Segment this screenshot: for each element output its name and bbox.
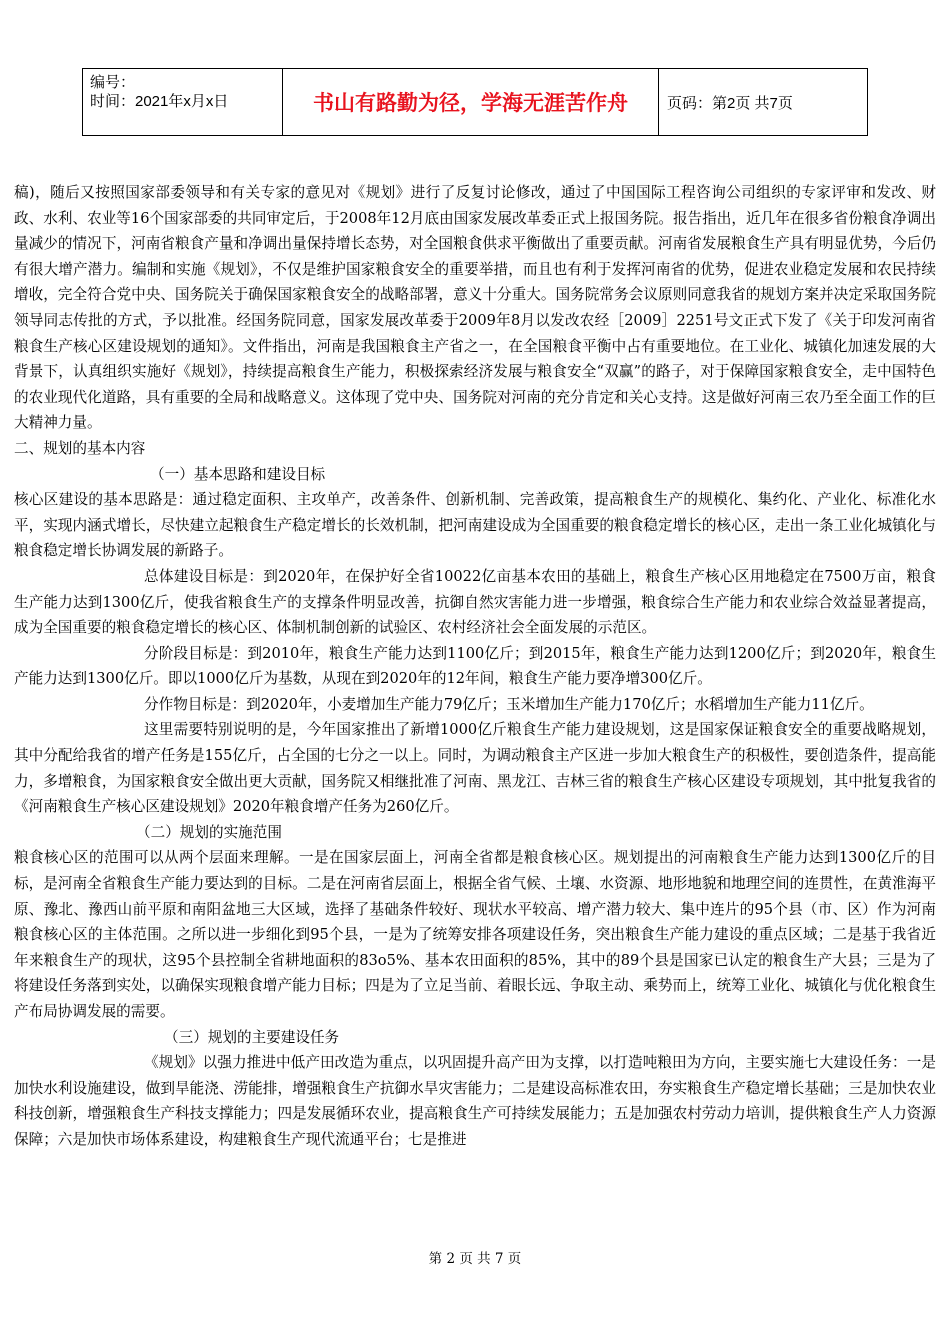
paragraph-phase-goals: 分阶段目标是：到2010年，粮食生产能力达到1100亿斤；到2015年，粮食生产能力达到1200亿斤；到2020年，粮食生产能力达到1300亿斤。即以1000亿斤为基数，从现在到2020年的12年间，粮食生产能力要净增300亿斤。 [14,644,936,688]
document-time-label: 时间：2021年x月x日 [90,93,229,110]
subheading-ideas-and-goals: （一）基本思路和建设目标 [150,465,326,483]
paragraph-overall-goal: 总体建设目标是：到2020年，在保护好全省10022亿亩基本农田的基础上，粮食生产核心区用地稳定在7500万亩，粮食生产能力达到1300亿斤，使我省粮食生产的支撑条件明显改善，抗御自然灾害能力进一步增强，粮食综合生产能力和农业综合效益显著提高，成为全国重要的粮食稳定增长的核心区、体制机制创新的试验区、农村经济社会全面发展的示范区。 [14,567,936,637]
document-body [14,180,936,1153]
paragraph-scope: 粮食核心区的范围可以从两个层面来理解。一是在国家层面上，河南全省都是粮食核心区。规划提出的河南粮食生产能力达到1300亿斤的目标，是河南全省粮食生产能力要达到的目标。二是在河南省层面上，根据全省气候、土壤、水资源、地形地貌和地理空间的连贯性，在黄淮海平原、豫北、豫西山前平原和南阳盆地三大区域，选择了基础条件较好、现状水平较高、增产潜力较大、集中连片的95个县（市、区）作为河南粮食核心区的主体范围。之所以进一步细化到95个县，一是为了统筹安排各项建设任务，突出粮食生产能力建设的重点区域；二是基于我省近年来粮食生产的现状，这95个县控制全省耕地面积的83o5%、基本农田面积的85%，其中的89个县是国家已认定的粮食生产大县；三是为了将建设任务落到实处，以确保实现粮食增产能力目标；四是为了立足当前、着眼长远、争取主动、乘势而上，统筹工业化、城镇化与优化粮食生产布局协调发展的需要。 [14,849,936,1020]
subheading-implementation-scope: （二）规划的实施范围 [136,823,282,841]
paragraph-basic-ideas: 核心区建设的基本思路是：通过稳定面积、主攻单产，改善条件、创新机制、完善政策，提高粮食生产的规模化、集约化、产业化、标准化水平，实现内涵式增长，尽快建立起粮食生产稳定增长的长效机制，把河南建设成为全国重要的粮食稳定增长的核心区，走出一条工业化城镇化与粮食稳定增长协调发展的新路子。 [14,491,936,560]
page-footer: 第 2 页 共 7 页 [428,1251,522,1267]
header-motto: 书山有路勤为径，学海无涯苦作舟 [283,69,659,135]
page-header [82,68,868,136]
paragraph-main-tasks: 《规划》以强力推进中低产田改造为重点，以巩固提升高产田为支撑，以打造吨粮田为方向，主要实施七大建设任务：一是加快水利设施建设，做到旱能浇、涝能排，增强粮食生产抗御水旱灾害能力；二是建设高标准农田，夯实粮食生产稳定增长基础；三是加快农业科技创新，增强粮食生产科技支撑能力；四是发展循环农业，提高粮食生产可持续发展能力；五是加强农村劳动力培训，提供粮食生产人力资源保障；六是加快市场体系建设，构建粮食生产现代流通平台；七是推进 [14,1054,936,1148]
section-heading-basic-content: 二、规划的基本内容 [14,439,146,457]
paragraph-crop-goals: 分作物目标是：到2020年，小麦增加生产能力79亿斤；玉米增加生产能力170亿斤；水稻增加生产能力11亿斤。 [144,695,874,713]
document-number-label: 编号： [90,74,136,91]
paragraph-approval-history: 稿)，随后又按照国家部委领导和有关专家的意见对《规划》进行了反复讨论修改，通过了中国国际工程咨询公司组织的专家评审和发改、财政、水利、农业等16个国家部委的共同审定后，于2008年12月底由国家发展改革委正式上报国务院。报告指出，近几年在很多省份粮食净调出量减少的情况下，河南省粮食产量和净调出量保持增长态势，对全国粮食供求平衡做出了重要贡献。河南省发展粮食生产具有明显优势，今后仍有很大增产潜力。编制和实施《规划》，不仅是维护国家粮食安全的重要举措，而且也有利于发挥河南省的优势，促进农业稳定发展和农民持续增收，完全符合党中央、国务院关于确保国家粮食安全的战略部署，意义十分重大。国务院常务会议原则同意我省的规划方案并决定采取国务院领导同志传批的方式，予以批准。经国务院同意，国家发展改革委于2009年8月以发改农经［2009］2251号文正式下发了《关于印发河南省粮食生产核心区建设规划的通知》。文件指出，河南是我国粮食主产省之一，在全国粮食平衡中占有重要地位。在工业化、城镇化加速发展的大背景下，认真组织实施好《规划》，持续提高粮食生产能力，积极探索经济发展与粮食安全“双赢”的路子，对于保障国家粮食安全，走中国特色的农业现代化道路，具有重要的全局和战略意义。这体现了党中央、国务院对河南的充分肯定和关心支持。这是做好河南三农乃至全面工作的巨大精神力量。 [14,184,936,432]
subheading-main-tasks: （三）规划的主要建设任务 [164,1028,340,1046]
header-page-number: 页码：第2页 共7页 [667,94,793,112]
paragraph-special-note: 这里需要特别说明的是，今年国家推出了新增1000亿斤粮食生产能力建设规划，这是国家保证粮食安全的重要战略规划，其中分配给我省的增产任务是155亿斤，占全国的七分之一以上。同时，为调动粮食主产区进一步加大粮食生产的积极性，要创造条件，提高能力，多增粮食，为国家粮食安全做出更大贡献，国务院又相继批准了河南、黑龙江、吉林三省的粮食生产核心区建设专项规划，其中批复我省的《河南粮食生产核心区建设规划》2020年粮食增产任务为260亿斤。 [14,721,936,816]
header-meta [83,69,283,135]
